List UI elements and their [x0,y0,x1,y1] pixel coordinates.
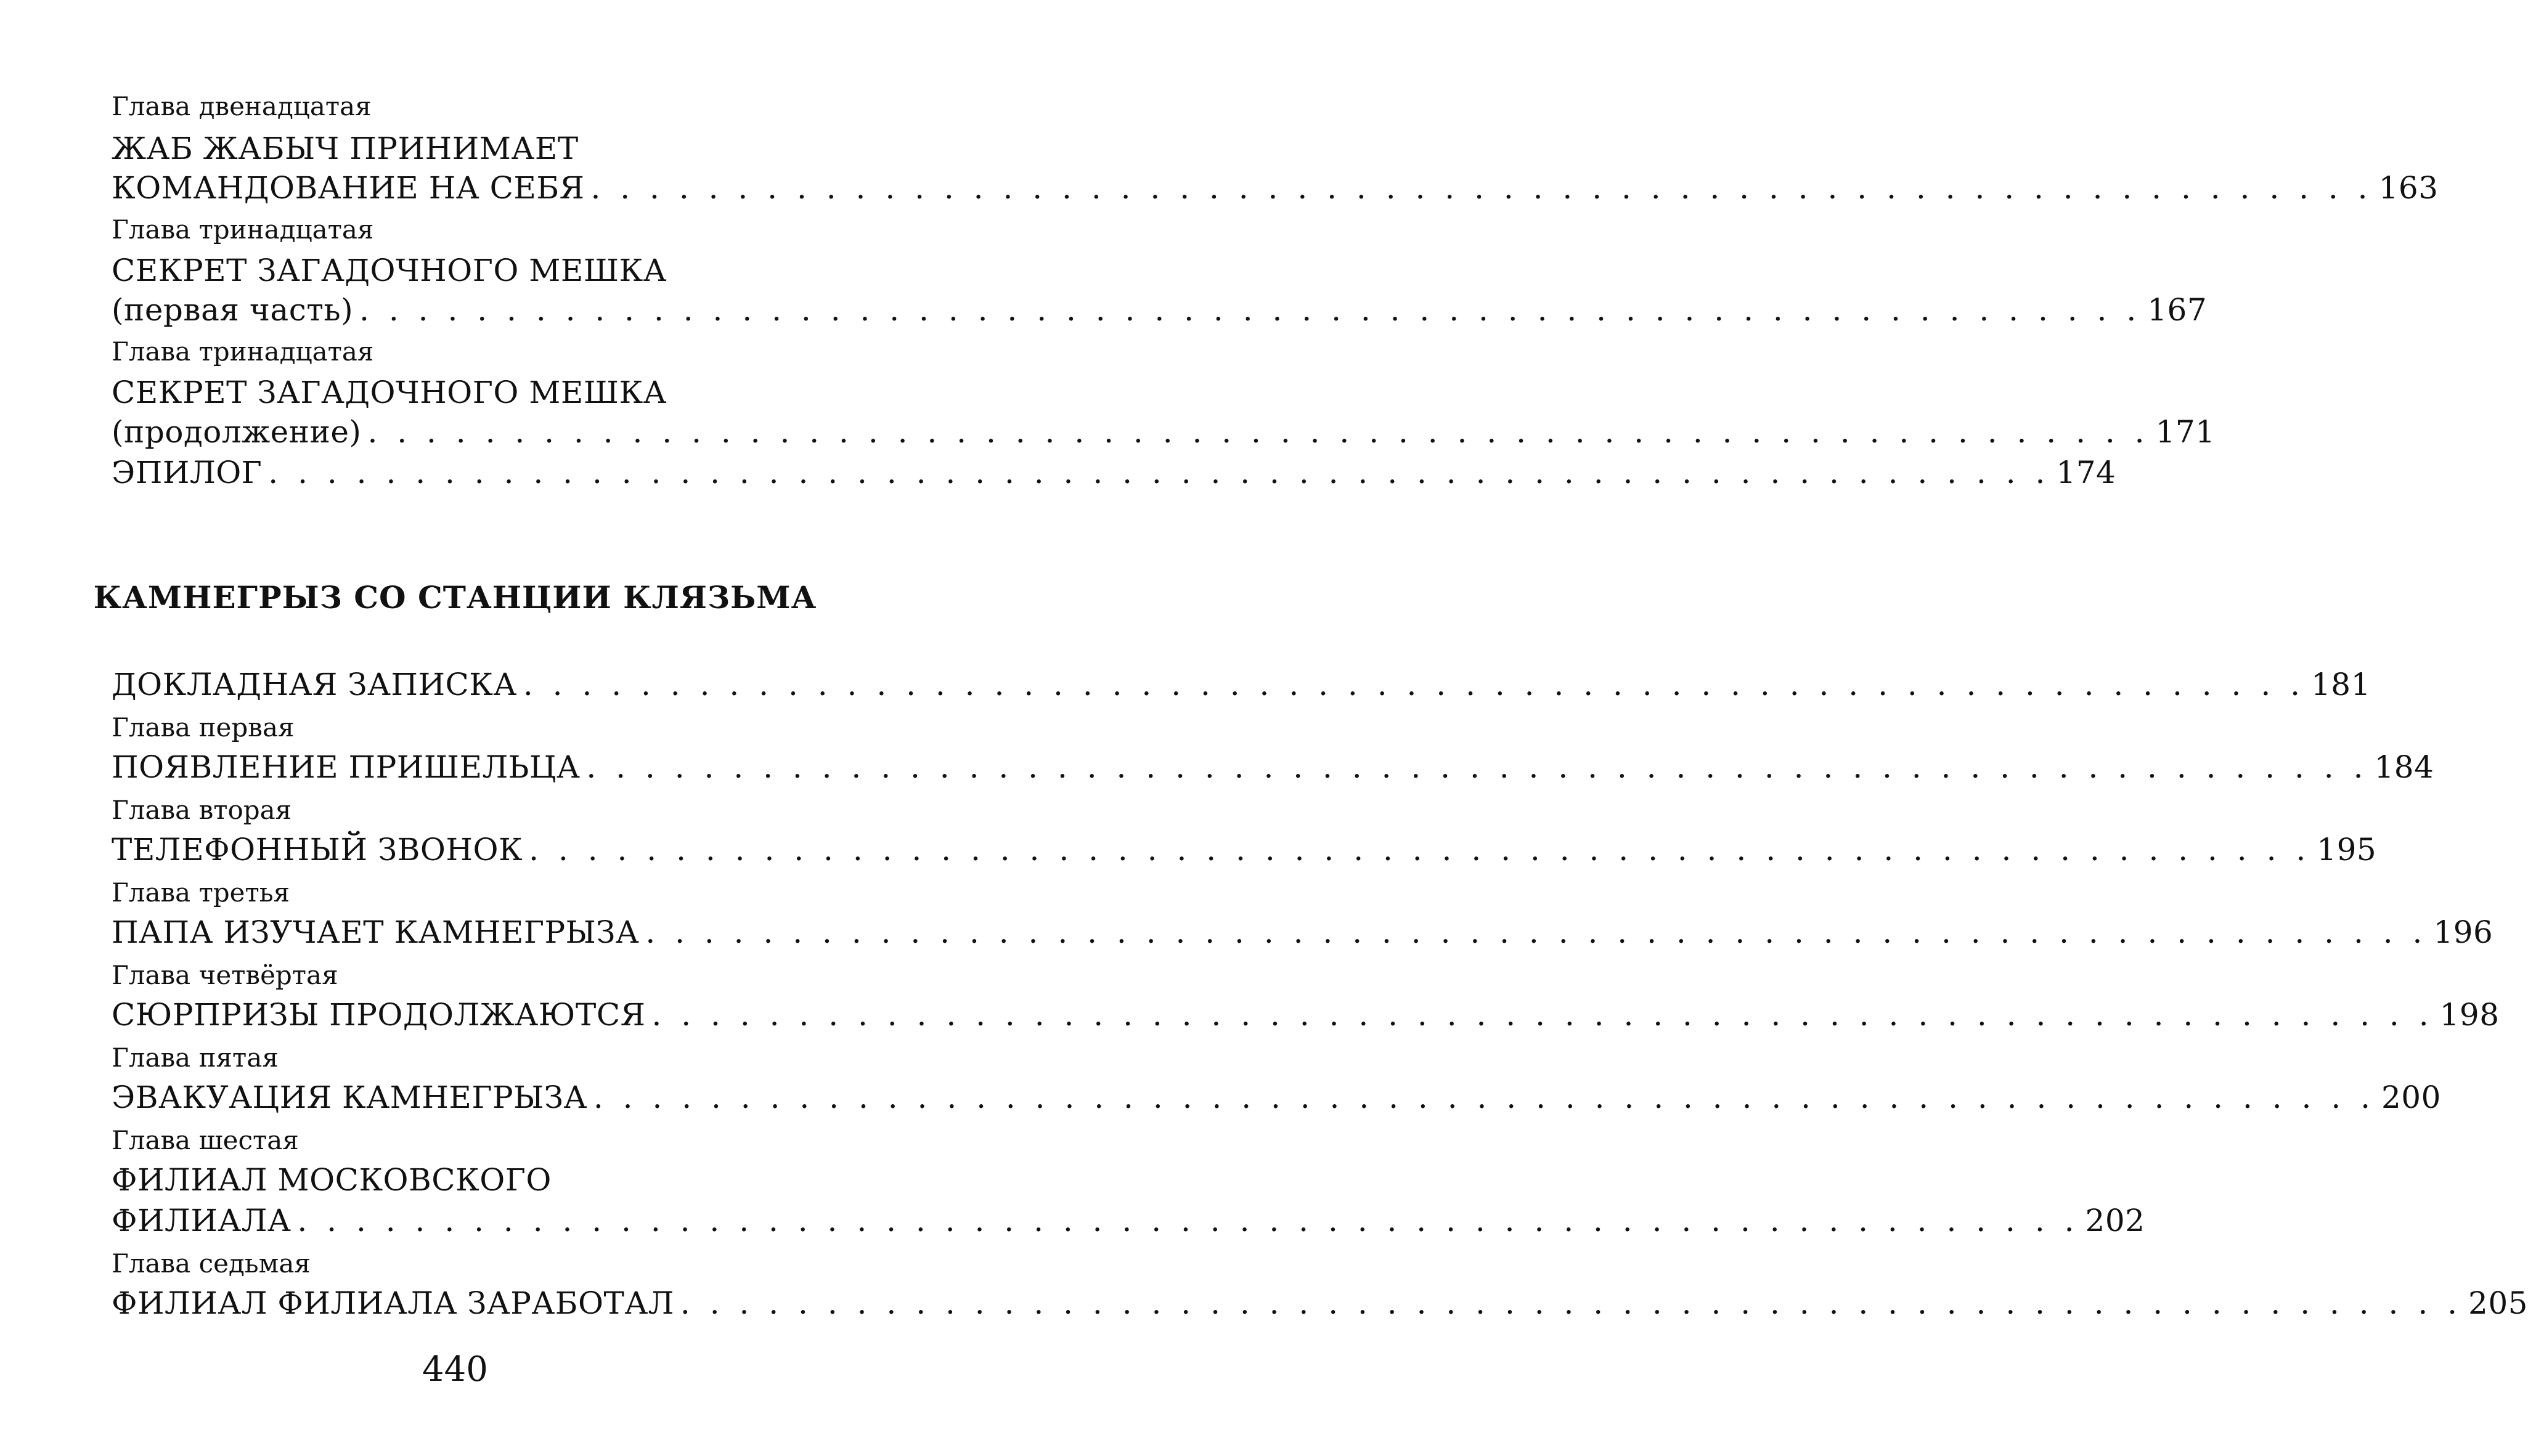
chapter-title-text: ЭПИЛОГ [112,455,263,490]
dot-leader: . . . . . . . . . . . . . . . . . . . . . . . . . . . . . . . . . . . . . . . . . . . . . . . . . . . . . . . . . . . . . [590,170,2373,206]
page-ref: 196 [2433,914,2493,950]
dot-leader: . . . . . . . . . . . . . . . . . . . . . . . . . . . . . . . . . . . . . . . . . . . . . . . . . . . . . . . . . . . . . [268,455,2050,490]
chapter-title-text: ПАПА ИЗУЧАЕТ КАМНЕГРЫЗА [112,914,640,950]
chapter-title-text: СЕКРЕТ ЗАГАДОЧНОГО МЕШКА [112,375,667,410]
page-ref: 171 [2155,414,2216,450]
toc-entry-line[interactable] [112,1080,2441,1119]
dot-leader: . . . . . . . . . . . . . . . . . . . . . . . . . . . . . . . . . . . . . . . . . . . . . . . . . . . . . . . . . . . . . [680,1285,2463,1321]
dot-leader: . . . . . . . . . . . . . . . . . . . . . . . . . . . . . . . . . . . . . . . . . . . . . . . . . . . . . . . . . . . . . [529,832,2311,868]
toc-entry-line[interactable] [112,414,2216,453]
chapter-label-text: Глава четвёртая [112,960,338,990]
chapter-label [112,1248,824,1288]
toc-entry-line[interactable] [112,997,2500,1036]
page-ref: 202 [2085,1203,2145,1238]
page-ref: 181 [2311,667,2371,702]
chapter-label [112,795,824,834]
chapter-label-text: Глава шестая [112,1125,299,1155]
chapter-title-text: (продолжение) [112,414,362,450]
chapter-title [112,375,824,414]
chapter-title-text: СЮРПРИЗЫ ПРОДОЛЖАЮТСЯ [112,997,646,1033]
chapter-label [112,91,824,131]
chapter-label-text: Глава третья [112,877,290,908]
chapter-title [112,253,824,292]
page-ref: 163 [2378,170,2439,206]
page-ref: 198 [2439,997,2500,1033]
chapter-label [112,214,824,254]
chapter-title-text: ФИЛИАЛА [112,1203,292,1238]
chapter-title [112,131,824,170]
chapter-title-text: ДОКЛАДНАЯ ЗАПИСКА [112,667,517,702]
chapter-title [112,1162,824,1202]
page-ref: 205 [2468,1285,2528,1321]
chapter-label-text: Глава тринадцатая [112,214,374,245]
dot-leader: . . . . . . . . . . . . . . . . . . . . . . . . . . . . . . . . . . . . . . . . . . . . . . . . . . . . . . . . . . . . . [297,1203,2079,1238]
toc-entry-line[interactable] [112,1203,2145,1242]
page-ref: 174 [2056,455,2116,490]
page-ref: 195 [2317,832,2377,868]
chapter-label [112,712,824,752]
page-ref: 184 [2374,749,2434,785]
chapter-label [112,960,824,999]
toc-entry-line[interactable] [112,170,2439,209]
chapter-label [112,336,824,376]
chapter-title-text: ФИЛИАЛ МОСКОВСКОГО [112,1162,552,1198]
toc-entry-line[interactable] [112,292,2208,331]
dot-leader: . . . . . . . . . . . . . . . . . . . . . . . . . . . . . . . . . . . . . . . . . . . . . . . . . . . . . . . . . . . . . [651,997,2434,1033]
page-ref: 167 [2147,292,2208,328]
dot-leader: . . . . . . . . . . . . . . . . . . . . . . . . . . . . . . . . . . . . . . . . . . . . . . . . . . . . . . . . . . . . . [645,914,2428,950]
chapter-label [112,877,824,917]
dot-leader: . . . . . . . . . . . . . . . . . . . . . . . . . . . . . . . . . . . . . . . . . . . . . . . . . . . . . . . . . . . . . [367,414,2150,450]
chapter-label-text: Глава первая [112,712,295,742]
chapter-label-text: Глава двенадцатая [112,91,372,121]
toc-entry-line[interactable] [112,832,2377,871]
chapter-title-text: ЭВАКУАЦИЯ КАМНЕГРЫЗА [112,1080,587,1115]
chapter-label-text: Глава тринадцатая [112,336,374,367]
toc-entry-line[interactable] [112,749,2434,789]
chapter-label [112,1125,824,1165]
dot-leader: . . . . . . . . . . . . . . . . . . . . . . . . . . . . . . . . . . . . . . . . . . . . . . . . . . . . . . . . . . . . . [586,749,2368,785]
dot-leader: . . . . . . . . . . . . . . . . . . . . . . . . . . . . . . . . . . . . . . . . . . . . . . . . . . . . . . . . . . . . . [523,667,2305,702]
chapter-label [112,1043,824,1082]
chapter-label-text: Глава пятая [112,1043,279,1073]
page-number: 440 [422,1349,488,1389]
chapter-title-text: ЖАБ ЖАБЫЧ ПРИНИМАЕТ [112,131,579,166]
chapter-title-text: ФИЛИАЛ ФИЛИАЛА ЗАРАБОТАЛ [112,1285,674,1321]
chapter-title-text: ТЕЛЕФОННЫЙ ЗВОНОК [112,832,523,868]
chapter-title-text: ПОЯВЛЕНИЕ ПРИШЕЛЬЦА [112,749,581,785]
toc-entry-line[interactable] [112,667,2371,706]
chapter-label-text: Глава седьмая [112,1248,311,1279]
chapter-title-text: СЕКРЕТ ЗАГАДОЧНОГО МЕШКА [112,253,667,288]
toc-entry-line[interactable] [112,1285,2528,1325]
section-heading: КАМНЕГРЫЗ СО СТАНЦИИ КЛЯЗЬМА [93,579,817,616]
toc-entry-line[interactable] [112,914,2493,954]
page-ref: 200 [2381,1080,2441,1115]
dot-leader: . . . . . . . . . . . . . . . . . . . . . . . . . . . . . . . . . . . . . . . . . . . . . . . . . . . . . . . . . . . . . [593,1080,2375,1115]
chapter-label-text: Глава вторая [112,795,292,825]
dot-leader: . . . . . . . . . . . . . . . . . . . . . . . . . . . . . . . . . . . . . . . . . . . . . . . . . . . . . . . . . . . . . [359,292,2142,328]
chapter-title-text: (первая часть) [112,292,354,328]
chapter-title-text: КОМАНДОВАНИЕ НА СЕБЯ [112,170,585,206]
toc-entry-line[interactable] [112,455,2116,494]
